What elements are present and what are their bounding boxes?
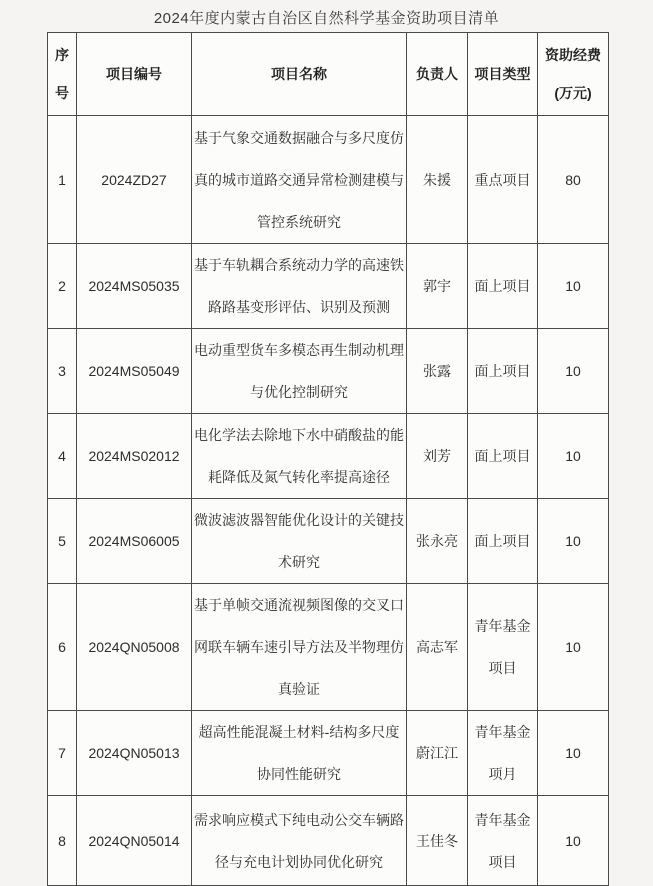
cell-project-type: 青年基金项月 bbox=[468, 711, 538, 796]
column-header-project-type: 项目类型 bbox=[468, 33, 538, 116]
cell-leader: 高志军 bbox=[407, 584, 468, 711]
header-row bbox=[48, 33, 609, 116]
cell-project-id: 2024MS06005 bbox=[77, 499, 192, 584]
cell-index: 2 bbox=[48, 244, 77, 329]
cell-project-id: 2024QN05014 bbox=[77, 796, 192, 886]
cell-index: 5 bbox=[48, 499, 77, 584]
table-row bbox=[48, 711, 609, 796]
cell-project-name: 基于单帧交通流视频图像的交叉口网联车辆车速引导方法及半物理仿真验证 bbox=[192, 584, 407, 711]
cell-project-id: 2024MS02012 bbox=[77, 414, 192, 499]
column-header-funding: 资助经费(万元) bbox=[538, 33, 609, 116]
cell-project-name: 电化学法去除地下水中硝酸盐的能耗降低及氮气转化率提高途径 bbox=[192, 414, 407, 499]
cell-funding: 10 bbox=[538, 584, 609, 711]
column-header-project-name: 项目名称 bbox=[192, 33, 407, 116]
cell-funding: 10 bbox=[538, 414, 609, 499]
table-row bbox=[48, 414, 609, 499]
cell-project-name: 基于车轨耦合系统动力学的高速铁路路基变形评估、识别及预测 bbox=[192, 244, 407, 329]
cell-project-name: 微波滤波器智能优化设计的关键技术研究 bbox=[192, 499, 407, 584]
cell-leader: 朱援 bbox=[407, 116, 468, 244]
cell-funding: 10 bbox=[538, 711, 609, 796]
cell-funding: 10 bbox=[538, 329, 609, 414]
page-title: 2024年度内蒙古自治区自然科学基金资助项目清单 bbox=[153, 10, 500, 27]
cell-project-type: 重点项目 bbox=[468, 116, 538, 244]
cell-project-type: 青年基金项目 bbox=[468, 584, 538, 711]
cell-project-type: 青年基金项目 bbox=[468, 796, 538, 886]
table-row bbox=[48, 499, 609, 584]
cell-leader: 刘芳 bbox=[407, 414, 468, 499]
cell-funding: 80 bbox=[538, 116, 609, 244]
cell-index: 4 bbox=[48, 414, 77, 499]
cell-project-name: 电动重型货车多模态再生制动机理与优化控制研究 bbox=[192, 329, 407, 414]
cell-index: 3 bbox=[48, 329, 77, 414]
cell-project-name: 超高性能混凝土材料-结构多尺度协同性能研究 bbox=[192, 711, 407, 796]
table-row bbox=[48, 329, 609, 414]
table-row bbox=[48, 796, 609, 886]
cell-project-name: 需求响应模式下纯电动公交车辆路径与充电计划协同优化研究 bbox=[192, 796, 407, 886]
cell-project-type: 面上项目 bbox=[468, 329, 538, 414]
cell-project-type: 面上项目 bbox=[468, 244, 538, 329]
cell-leader: 王佳冬 bbox=[407, 796, 468, 886]
cell-index: 1 bbox=[48, 116, 77, 244]
cell-project-type: 面上项目 bbox=[468, 499, 538, 584]
table-row bbox=[48, 244, 609, 329]
column-header-leader: 负责人 bbox=[407, 33, 468, 116]
cell-leader: 郭宇 bbox=[407, 244, 468, 329]
cell-funding: 10 bbox=[538, 244, 609, 329]
projects-table bbox=[47, 32, 609, 886]
cell-project-id: 2024MS05035 bbox=[77, 244, 192, 329]
cell-funding: 10 bbox=[538, 499, 609, 584]
cell-project-id: 2024ZD27 bbox=[77, 116, 192, 244]
cell-project-id: 2024QN05008 bbox=[77, 584, 192, 711]
cell-index: 6 bbox=[48, 584, 77, 711]
cell-leader: 张露 bbox=[407, 329, 468, 414]
cell-project-name: 基于气象交通数据融合与多尺度仿真的城市道路交通异常检测建模与管控系统研究 bbox=[192, 116, 407, 244]
table-row bbox=[48, 116, 609, 244]
table-body bbox=[48, 116, 609, 886]
cell-project-id: 2024MS05049 bbox=[77, 329, 192, 414]
cell-leader: 张永亮 bbox=[407, 499, 468, 584]
cell-project-id: 2024QN05013 bbox=[77, 711, 192, 796]
cell-funding: 10 bbox=[538, 796, 609, 886]
column-header-index: 序号 bbox=[48, 33, 77, 116]
table-row bbox=[48, 584, 609, 711]
cell-index: 7 bbox=[48, 711, 77, 796]
column-header-project-id: 项目编号 bbox=[77, 33, 192, 116]
cell-leader: 蔚江江 bbox=[407, 711, 468, 796]
cell-project-type: 面上项目 bbox=[468, 414, 538, 499]
cell-index: 8 bbox=[48, 796, 77, 886]
